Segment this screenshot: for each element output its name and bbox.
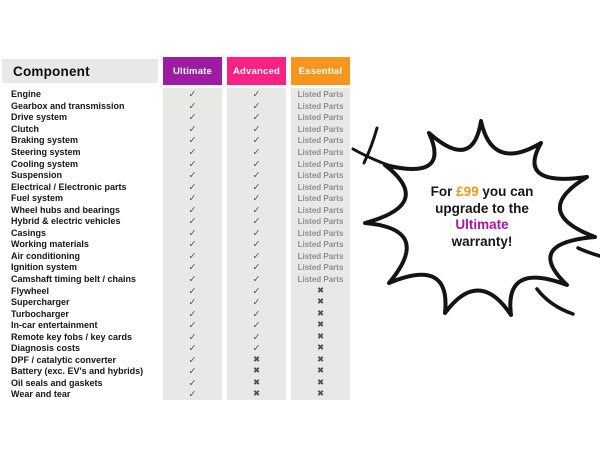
- advanced-cell: ✓: [252, 343, 261, 355]
- essential-cell: Listed Parts: [297, 275, 344, 285]
- ultimate-cell: ✓: [188, 320, 197, 332]
- component-name: Fuel system: [11, 193, 64, 204]
- component-name: Wheel hubs and bearings: [11, 204, 121, 215]
- ultimate-cell: ✓: [188, 366, 197, 378]
- table-row: [2, 308, 352, 320]
- table-row: [2, 285, 352, 297]
- advanced-cell: ✓: [252, 158, 261, 170]
- table-row: [2, 124, 352, 136]
- table-row: [2, 239, 352, 251]
- plan-chip-advanced: Advanced: [227, 57, 286, 85]
- essential-cell: ✖: [316, 331, 325, 342]
- table-row: [2, 331, 352, 343]
- advanced-cell: ✓: [252, 297, 261, 309]
- table-row: [2, 216, 352, 228]
- essential-cell: Listed Parts: [297, 124, 344, 134]
- table-row: [2, 170, 352, 182]
- table-row: [2, 158, 352, 170]
- component-name: Drive system: [11, 112, 68, 123]
- plan-chip-ultimate: Ultimate: [163, 57, 222, 85]
- component-name: Remote key fobs / key cards: [11, 331, 133, 342]
- ultimate-cell: ✓: [188, 274, 197, 286]
- component-name: Wear and tear: [11, 389, 71, 400]
- table-row: [2, 355, 352, 367]
- essential-cell: Listed Parts: [297, 240, 344, 250]
- table-row: [2, 135, 352, 147]
- component-name: Flywheel: [11, 285, 50, 296]
- advanced-cell: ✓: [252, 285, 261, 297]
- ultimate-cell: ✓: [188, 297, 197, 309]
- advanced-cell: ✓: [252, 262, 261, 274]
- component-name: Clutch: [11, 123, 39, 134]
- component-name: Supercharger: [11, 297, 70, 308]
- callout-price: £99: [456, 184, 479, 199]
- advanced-cell: ✓: [252, 204, 261, 216]
- advanced-cell: ✓: [252, 308, 261, 320]
- advanced-cell: ✖: [252, 354, 261, 365]
- essential-cell: Listed Parts: [297, 263, 344, 273]
- ultimate-cell: ✓: [188, 135, 197, 147]
- table-row: [2, 193, 352, 205]
- essential-cell: ✖: [316, 366, 325, 377]
- table-body: [2, 88, 352, 400]
- advanced-cell: ✖: [252, 389, 261, 400]
- component-name: Cooling system: [11, 158, 79, 169]
- component-name: Braking system: [11, 135, 79, 146]
- speed-line: [578, 248, 600, 256]
- essential-cell: Listed Parts: [297, 148, 344, 157]
- table-row: [2, 204, 352, 216]
- ultimate-cell: ✓: [188, 239, 197, 251]
- essential-cell: ✖: [316, 354, 325, 365]
- component-name: Gearbox and transmission: [11, 100, 125, 111]
- ultimate-cell: ✓: [188, 158, 197, 170]
- ultimate-cell: ✓: [188, 377, 197, 389]
- ultimate-cell: ✓: [188, 181, 197, 193]
- component-name: Oil seals and gaskets: [11, 377, 103, 388]
- ultimate-cell: ✓: [188, 389, 197, 401]
- ultimate-cell: ✓: [188, 343, 197, 355]
- component-name: Ignition system: [11, 262, 78, 273]
- callout-text: [398, 184, 566, 250]
- table-row: [2, 274, 352, 286]
- table-row: [2, 378, 352, 390]
- callout-line1-prefix: For: [430, 184, 453, 199]
- table-row: [2, 343, 352, 355]
- callout-line-2: upgrade to the: [435, 200, 529, 216]
- advanced-cell: ✓: [252, 100, 261, 112]
- essential-cell: Listed Parts: [297, 205, 344, 215]
- ultimate-cell: ✓: [188, 89, 197, 101]
- table-header-row: [2, 57, 352, 85]
- table-row: [2, 112, 352, 124]
- table-row: [2, 147, 352, 159]
- advanced-cell: ✓: [252, 216, 261, 228]
- component-name: Electrical / Electronic parts: [11, 181, 127, 192]
- ultimate-cell: ✓: [188, 216, 197, 228]
- ultimate-cell: ✓: [188, 100, 197, 112]
- callout-line-4: warranty!: [451, 233, 513, 249]
- ultimate-cell: ✓: [188, 170, 197, 182]
- ultimate-cell: ✓: [188, 285, 197, 297]
- essential-cell: Listed Parts: [297, 90, 344, 100]
- callout-line-1: [398, 184, 566, 201]
- callout-line1-suffix: you can: [482, 184, 534, 199]
- ultimate-cell: ✓: [188, 204, 197, 216]
- essential-cell: Listed Parts: [297, 228, 344, 238]
- ultimate-cell: ✓: [188, 354, 197, 366]
- advanced-cell: ✓: [252, 123, 261, 135]
- ultimate-cell: ✓: [188, 331, 197, 343]
- table-rows: [2, 88, 352, 401]
- essential-cell: Listed Parts: [297, 136, 344, 146]
- component-name: Engine: [11, 89, 42, 100]
- table-row: [2, 262, 352, 274]
- advanced-cell: ✓: [252, 112, 261, 124]
- ultimate-cell: ✓: [188, 147, 197, 158]
- essential-cell: ✖: [316, 389, 325, 400]
- advanced-cell: ✓: [252, 147, 261, 158]
- advanced-cell: ✓: [252, 170, 261, 182]
- table-row: [2, 181, 352, 193]
- ultimate-cell: ✓: [188, 250, 197, 262]
- essential-cell: Listed Parts: [297, 171, 344, 181]
- essential-cell: Listed Parts: [297, 182, 344, 192]
- advanced-cell: ✓: [252, 250, 261, 262]
- essential-cell: Listed Parts: [297, 159, 344, 169]
- component-name: Working materials: [11, 239, 89, 250]
- comparison-table: [2, 57, 352, 400]
- advanced-cell: ✓: [252, 135, 261, 147]
- essential-cell: Listed Parts: [297, 101, 344, 111]
- advanced-cell: ✓: [252, 193, 261, 205]
- table-row: [2, 366, 352, 378]
- ultimate-cell: ✓: [188, 112, 197, 124]
- table-row: [2, 251, 352, 263]
- essential-cell: ✖: [316, 320, 325, 331]
- advanced-cell: ✓: [252, 274, 261, 286]
- component-name: Turbocharger: [11, 308, 69, 319]
- advanced-cell: ✖: [252, 377, 261, 388]
- component-name: Steering system: [11, 147, 81, 157]
- advanced-cell: ✓: [252, 227, 261, 239]
- essential-cell: Listed Parts: [297, 194, 344, 204]
- component-name: Hybrid & electric vehicles: [11, 216, 121, 227]
- speed-line: [537, 289, 573, 314]
- table-row: [2, 101, 352, 113]
- essential-cell: Listed Parts: [297, 217, 344, 227]
- ultimate-cell: ✓: [188, 193, 197, 205]
- ultimate-cell: ✓: [188, 123, 197, 135]
- component-name: Air conditioning: [11, 250, 80, 261]
- ultimate-cell: ✓: [188, 227, 197, 239]
- advanced-cell: ✓: [252, 181, 261, 193]
- table-row: [2, 89, 352, 101]
- component-name: In-car entertainment: [11, 320, 98, 331]
- component-name: Camshaft timing belt / chains: [11, 274, 137, 285]
- table-row: [2, 389, 352, 401]
- advanced-cell: ✓: [252, 331, 261, 343]
- essential-cell: ✖: [316, 343, 325, 354]
- component-name: Suspension: [11, 170, 63, 181]
- advanced-cell: ✓: [252, 239, 261, 251]
- essential-cell: Listed Parts: [297, 113, 344, 123]
- essential-cell: ✖: [316, 285, 325, 296]
- table-row: [2, 320, 352, 332]
- plan-chip-essential: Essential: [291, 57, 350, 85]
- advanced-cell: ✖: [252, 366, 261, 377]
- ultimate-cell: ✓: [188, 308, 197, 320]
- table-row: [2, 228, 352, 240]
- essential-cell: ✖: [316, 377, 325, 388]
- advanced-cell: ✓: [252, 320, 261, 332]
- component-name: Diagnosis costs: [11, 343, 81, 354]
- component-name: DPF / catalytic converter: [11, 354, 117, 365]
- essential-cell: ✖: [316, 297, 325, 308]
- component-column-header: Component: [2, 59, 158, 83]
- essential-cell: Listed Parts: [297, 251, 344, 261]
- essential-cell: ✖: [316, 308, 325, 319]
- callout-highlight: Ultimate: [455, 217, 509, 232]
- ultimate-cell: ✓: [188, 262, 197, 274]
- component-name: Battery (exc. EV's and hybrids): [11, 366, 144, 377]
- component-name: Casings: [11, 227, 47, 238]
- advanced-cell: ✓: [252, 89, 261, 101]
- table-row: [2, 297, 352, 309]
